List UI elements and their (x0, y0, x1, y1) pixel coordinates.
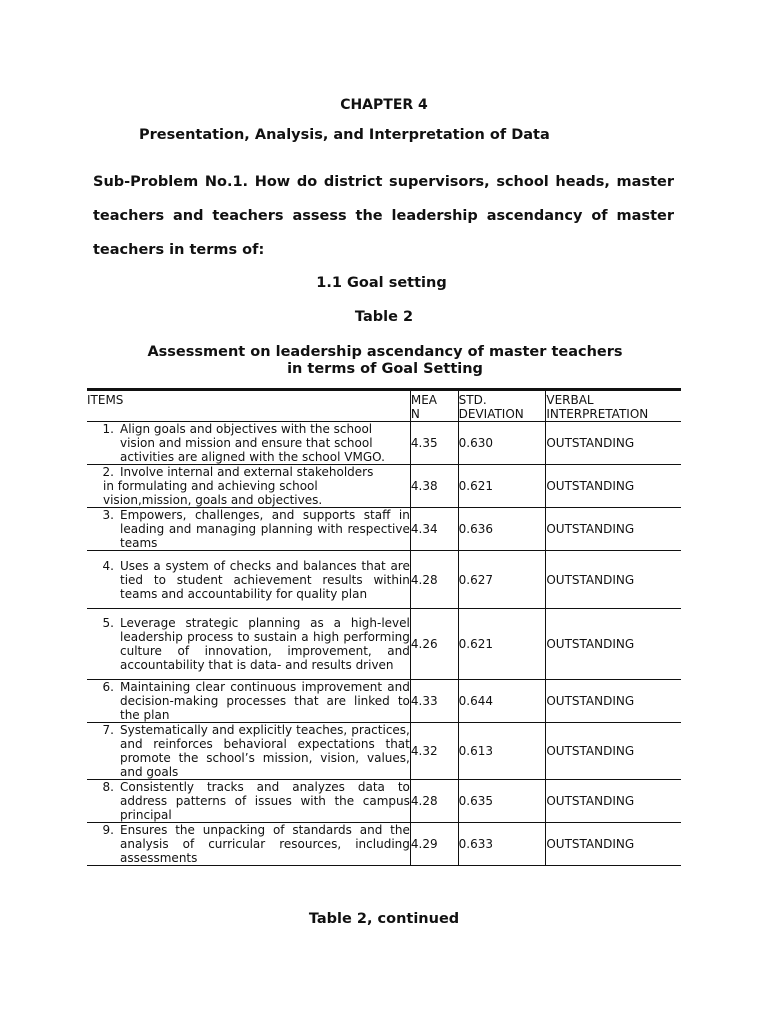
item-content (87, 422, 410, 464)
verbal-cell: OUTSTANDING (546, 823, 681, 866)
header-mean-line2: N (410, 407, 420, 421)
mean-cell: 4.28 (410, 780, 458, 823)
item-text-rest: in formulating and achieving school vision,mission, goals and objectives. (103, 479, 323, 507)
sd-cell: 0.635 (458, 780, 546, 823)
header-sd-line2: DEVIATION (458, 407, 524, 421)
assessment-table (87, 388, 681, 866)
item-cell (87, 422, 410, 465)
item-number: 8. (102, 780, 114, 794)
item-number: 7. (102, 723, 114, 737)
header-sd-line1: STD. (458, 393, 487, 407)
verbal-cell: OUTSTANDING (546, 723, 681, 780)
item-content (87, 780, 410, 822)
item-number: 6. (102, 680, 114, 694)
item-text: Systematically and explicitly teaches, practices, and reinforces behavioral expectations that promote the school’s mission, vision, values, and goals (120, 723, 410, 779)
item-text: Align goals and objectives with the school vision and mission and ensure that school activities are aligned with the school VMGO. (120, 422, 385, 464)
sd-cell: 0.630 (458, 422, 546, 465)
mean-cell: 4.33 (410, 680, 458, 723)
sd-cell: 0.644 (458, 680, 546, 723)
table-row (87, 723, 681, 780)
item-cell (87, 823, 410, 866)
table-row (87, 680, 681, 723)
table-title: Table 2 (354, 309, 414, 325)
item-text-first-line: Involve internal and external stakeholders (120, 465, 374, 479)
item-text: Maintaining clear continuous improvement and decision-making processes that are linked to the plan (120, 680, 410, 722)
header-items-label: ITEMS (87, 393, 124, 407)
sd-cell: 0.627 (458, 551, 546, 609)
item-cell (87, 609, 410, 680)
verbal-cell: OUTSTANDING (546, 422, 681, 465)
item-cell (87, 780, 410, 823)
verbal-cell: OUTSTANDING (546, 551, 681, 609)
verbal-cell: OUTSTANDING (546, 465, 681, 508)
sd-cell: 0.613 (458, 723, 546, 780)
verbal-cell: OUTSTANDING (546, 609, 681, 680)
header-verbal-line2: INTERPRETATION (546, 407, 649, 421)
mean-cell: 4.28 (410, 551, 458, 609)
chapter-subtitle: Presentation, Analysis, and Interpretation of Data (139, 127, 550, 143)
item-text: Ensures the unpacking of standards and the analysis of curricular resources, including assessments (120, 823, 410, 865)
verbal-cell: OUTSTANDING (546, 680, 681, 723)
item-cell (87, 680, 410, 723)
item-number: 9. (102, 823, 114, 837)
item-number: 5. (102, 616, 114, 630)
item-content (87, 680, 410, 722)
table-row (87, 823, 681, 866)
item-text: Empowers, challenges, and supports staff in leading and managing planning with respective teams (120, 508, 410, 550)
mean-cell: 4.32 (410, 723, 458, 780)
mean-cell: 4.29 (410, 823, 458, 866)
item-content (87, 559, 410, 601)
item-number: 4. (102, 558, 114, 573)
item-cell (87, 465, 410, 508)
mean-cell: 4.38 (410, 465, 458, 508)
item-text: Uses a system of checks and balances that are tied to student achievement results within teams and accountability for quality plan (120, 558, 410, 601)
sd-cell: 0.633 (458, 823, 546, 866)
table-continued-heading: Table 2, continued (308, 911, 460, 927)
item-cell (87, 508, 410, 551)
header-sd (458, 390, 546, 422)
verbal-cell: OUTSTANDING (546, 508, 681, 551)
item-content (87, 508, 410, 550)
mean-cell: 4.34 (410, 508, 458, 551)
item-text: Consistently tracks and analyzes data to address patterns of issues with the campus principal (120, 780, 410, 822)
item-text: Leverage strategic planning as a high-level leadership process to sustain a high performing culture of innovation, improvement, and accountability that is data- and results driven (120, 616, 410, 672)
header-mean-line1: MEA (410, 393, 438, 407)
subproblem-paragraph: Sub-Problem No.1. How do district supervisors, school heads, master teachers and teachers assess the leadership ascendancy of master teachers in terms of: (93, 174, 674, 258)
item-content (87, 823, 410, 865)
header-items (87, 390, 410, 422)
sd-cell: 0.621 (458, 465, 546, 508)
header-verbal (546, 390, 681, 422)
item-number: 3. (102, 508, 114, 522)
item-number: 1. (102, 422, 114, 436)
table-caption-line1: Assessment on leadership ascendancy of master teachers (147, 344, 623, 360)
verbal-cell: OUTSTANDING (546, 780, 681, 823)
mean-cell: 4.35 (410, 422, 458, 465)
table-row (87, 609, 681, 680)
sd-cell: 0.636 (458, 508, 546, 551)
table-row (87, 780, 681, 823)
table-row (87, 465, 681, 508)
header-mean (410, 390, 458, 422)
item-cell (87, 723, 410, 780)
chapter-heading: CHAPTER 4 (340, 97, 428, 113)
item-content (87, 465, 410, 479)
table-caption-line2: in terms of Goal Setting (287, 361, 483, 377)
table-row (87, 422, 681, 465)
section-heading: 1.1 Goal setting (316, 275, 447, 291)
item-content (87, 616, 410, 672)
sd-cell: 0.621 (458, 609, 546, 680)
table-caption (90, 344, 680, 378)
item-number: 2. (102, 465, 114, 479)
item-cell (87, 551, 410, 609)
mean-cell: 4.26 (410, 609, 458, 680)
table-row (87, 508, 681, 551)
table-header-row (87, 390, 681, 422)
item-content (87, 723, 410, 779)
table-row (87, 551, 681, 609)
header-verbal-line1: VERBAL (546, 393, 594, 407)
